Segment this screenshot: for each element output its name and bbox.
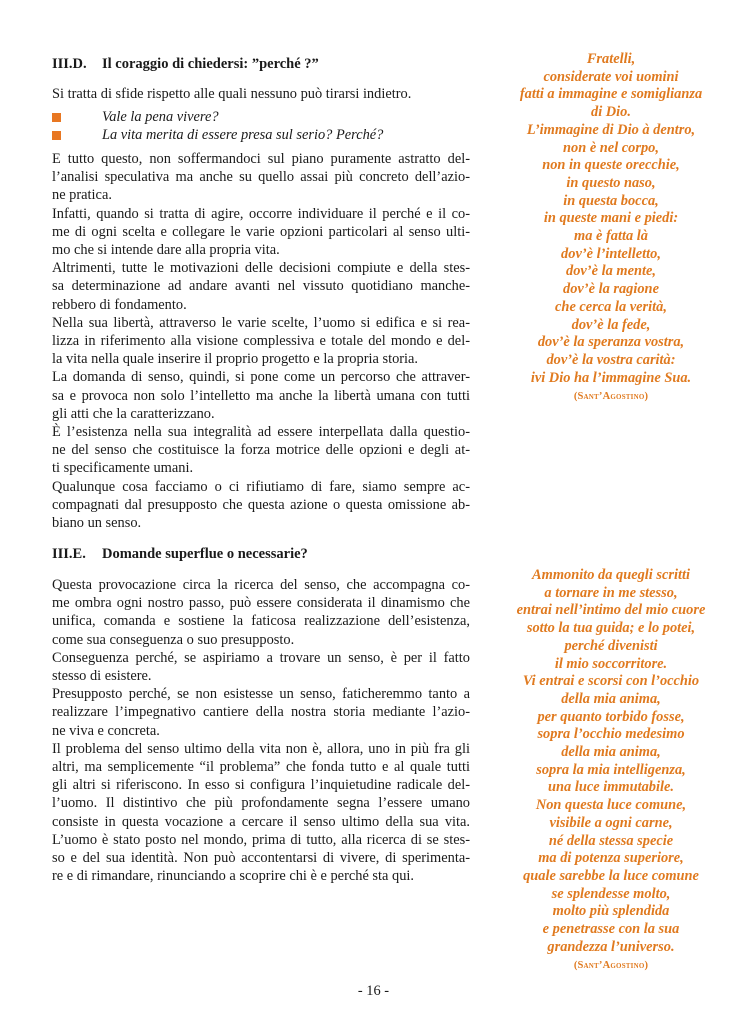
section-e-body-line: L’uomo è stato posto nel mondo, prima di tutto, alla ricerca di se stes-: [52, 831, 470, 848]
orange-square-bullet-icon: [52, 113, 61, 122]
quote-line: Ammonito da quegli scritti: [532, 567, 690, 583]
section-e-title: Domande superflue o necessarie?: [102, 546, 308, 562]
quote-attribution: (Sant’Agostino): [573, 960, 649, 972]
quote-line: il mio soccorritore.: [554, 655, 668, 672]
section-e-heading: [52, 545, 308, 563]
section-d-body-line: gli atti che la caratterizzano.: [52, 405, 215, 422]
orange-square-bullet-icon: [52, 131, 61, 140]
bullet-item: [52, 108, 470, 126]
quote-line: considerate voi uomini: [543, 68, 679, 85]
quote-line: visibile a ogni carne,: [549, 814, 673, 831]
quote-line: della mia anima,: [561, 690, 661, 707]
section-d-number: III.D.: [52, 56, 87, 72]
page-number: - 16 -: [357, 983, 390, 999]
section-d-body-line: compagnati dal presupposto che questa azione o questa omissione ab-: [52, 496, 470, 513]
section-d-intro: [52, 85, 470, 103]
section-e-body-line: consiste in questa vocazione a cercare il senso ultimo della sua vita.: [52, 813, 470, 830]
section-e-body-line: ne viva e concreta.: [52, 722, 160, 739]
quote-line: ma è fatta là: [574, 228, 648, 245]
quote-line: sotto la tua guida; e lo potei,: [526, 620, 696, 637]
section-e-body-line: gli altri si riferiscono. In esso si configura l’inquietudine radicale del-: [52, 777, 470, 794]
section-e-body: [52, 576, 470, 885]
quote-line: dov’è la ragione: [563, 281, 659, 298]
quote-line: L’immagine di Dio à dentro,: [526, 121, 696, 138]
section-d-intro-text: Si tratta di sfide rispetto alle quali nessuno può tirarsi indietro.: [52, 86, 412, 102]
quote-line: né della stessa specie: [548, 832, 674, 849]
section-d-body-line: sa determinazione ad andare avanti nel vissuto quotidiano manche-: [52, 278, 470, 295]
quote-line: dov’è la speranza vostra,: [537, 334, 685, 351]
section-d-body-line: la vita nella quale inserire il proprio progetto e la propria storia.: [52, 351, 419, 368]
section-e-body-line: Il problema del senso ultimo della vita non è, allora, uno in più fra gli: [52, 740, 470, 757]
quote-line: molto più splendida: [552, 903, 670, 920]
section-d-body-line: È l’esistenza nella sua integralità ad essere interpellata dalla questio-: [52, 424, 470, 441]
quote-line: di Dio.: [591, 104, 631, 121]
section-e-body-line: Presupposto perché, se non esistesse un senso, faticheremmo tanto a: [52, 686, 470, 703]
quote-line: grandezza l’universo.: [547, 938, 675, 955]
bullet-item: [52, 126, 470, 144]
section-d-body-line: me di ogni scelta e collegare le varie opzioni particolari al senso ulti-: [52, 223, 470, 240]
bullet-text: La vita merita di essere presa sul serio? Perché?: [102, 127, 384, 144]
quote-line: in questo naso,: [566, 174, 656, 191]
quote-line: ma di potenza superiore,: [538, 850, 684, 867]
quote-line: Fratelli,: [586, 51, 636, 67]
section-d-body-line: biano un senso.: [52, 515, 142, 532]
quote-line: in queste mani e piedi:: [543, 210, 679, 227]
section-d-body-line: E tutto questo, non soffermandoci sul piano puramente astratto del-: [52, 151, 470, 167]
quote-attribution: (Sant’Agostino): [573, 391, 649, 403]
section-d-body-line: Qualunque cosa facciamo o ci rifiutiamo di fare, siamo sempre ac-: [52, 478, 470, 495]
section-e-body-line: so e del sua identità. Non può accontentarsi di vivere, di sperimenta-: [52, 850, 470, 867]
section-e-body-line: altri, ma semplicemente “il problema” che fonda tutto e al quale tutti: [52, 759, 470, 776]
quote-sant-agostino-2: [480, 567, 742, 975]
quote-line: non è nel corpo,: [563, 139, 659, 156]
section-e-body-line: Conseguenza perché, se aspiriamo a trovare un senso, è per il fatto: [52, 649, 470, 666]
section-e-body-line: come sua conseguenza o suo presupposto.: [52, 631, 295, 648]
section-e-body-line: realizzare l’impegnativo cantiere della nostra storia mediante l’azio-: [52, 704, 470, 721]
quote-line: entrai nell’intimo del mio cuore: [516, 602, 706, 619]
quote-line: perché divenisti: [564, 637, 658, 654]
quote-line: dov’è l’intelletto,: [561, 245, 661, 262]
quote-line: che cerca la verità,: [555, 298, 667, 315]
quote-line: dov’è la fede,: [571, 316, 651, 333]
quote-line: della mia anima,: [561, 744, 661, 761]
quote-line: non in queste orecchie,: [542, 157, 680, 174]
quote-line: Non questa luce comune,: [535, 797, 687, 814]
section-e-body-line: re e di rimandare, rinunciando a scoprire chi è e perché sta qui.: [52, 868, 415, 885]
section-e-body-line: l’uomo. Il distintivo che più profondamente segna l’essere umano: [52, 795, 470, 812]
quote-line: dov’è la vostra carità:: [546, 351, 676, 368]
section-e-body-line: stesso di esistere.: [52, 668, 152, 685]
quote-line: sopra l’occhio medesimo: [537, 726, 685, 743]
section-d-body: [52, 150, 470, 532]
section-d-body-line: lizza in riferimento alla visione complessiva e totale del mondo e del-: [52, 333, 470, 350]
quote-sant-agostino-1: [480, 51, 742, 406]
quote-line: fatti a immagine e somiglianza: [519, 86, 703, 103]
section-d-body-line: La domanda di senso, quindi, si pone come un percorso che attraver-: [52, 369, 470, 386]
section-e-body-line: Questa provocazione circa la ricerca del senso, che accompagna co-: [52, 577, 470, 593]
section-d-title: Il coraggio di chiedersi: ”perché ?”: [102, 56, 319, 72]
quote-line: sopra la mia intelligenza,: [536, 761, 686, 778]
quote-line: e penetrasse con la sua: [542, 921, 680, 938]
section-d-body-line: l’analisi speculativa ma anche su quello assai più concreto dell’azio-: [52, 169, 470, 186]
quote-line: Vi entrai e scorsi con l’occhio: [522, 673, 700, 690]
section-d-body-line: sa e provoca non solo l’intelletto ma anche la libertà umana con tutti: [52, 387, 470, 404]
section-d-body-line: ne pratica.: [52, 187, 112, 204]
section-e-number: III.E.: [52, 546, 86, 562]
section-d-body-line: Nella sua libertà, attraverso le varie scelte, l’uomo si edifica e si rea-: [52, 314, 470, 331]
quote-line: in questa bocca,: [563, 192, 659, 209]
section-d-body-line: Altrimenti, tutte le motivazioni delle decisioni compiute e della stes-: [52, 260, 470, 277]
section-d-heading: [52, 55, 319, 73]
quote-line: se splendesse molto,: [551, 885, 671, 902]
section-d-body-line: ne del senso che costituisce la forza motrice delle opzioni e degli at-: [52, 442, 470, 459]
quote-line: quale sarebbe la luce comune: [523, 867, 699, 884]
section-d-bullet-list: [52, 108, 470, 144]
quote-line: per quanto torbido fosse,: [537, 708, 685, 725]
section-e-body-line: unifica, comanda e sostiene la faticosa realizzazione dell’esistenza,: [52, 613, 470, 630]
section-d-body-line: Infatti, quando si tratta di agire, occorre individuare il perché e il co-: [52, 205, 470, 222]
quote-line: dov’è la mente,: [566, 263, 656, 280]
bullet-text: Vale la pena vivere?: [102, 109, 219, 125]
quote-line: una luce immutabile.: [548, 779, 674, 796]
section-e-body-line: me ombra ogni nostro passo, può essere considerata il dinamismo che: [52, 595, 470, 612]
quote-line: a tornare in me stesso,: [544, 584, 678, 601]
section-d-body-line: mo che si intende dare alla propria vita.: [52, 242, 280, 259]
section-d-body-line: ti specificamente umani.: [52, 460, 194, 477]
quote-line: ivi Dio ha l’immagine Sua.: [530, 369, 692, 386]
section-d-body-line: rebbero di fondamento.: [52, 296, 187, 313]
